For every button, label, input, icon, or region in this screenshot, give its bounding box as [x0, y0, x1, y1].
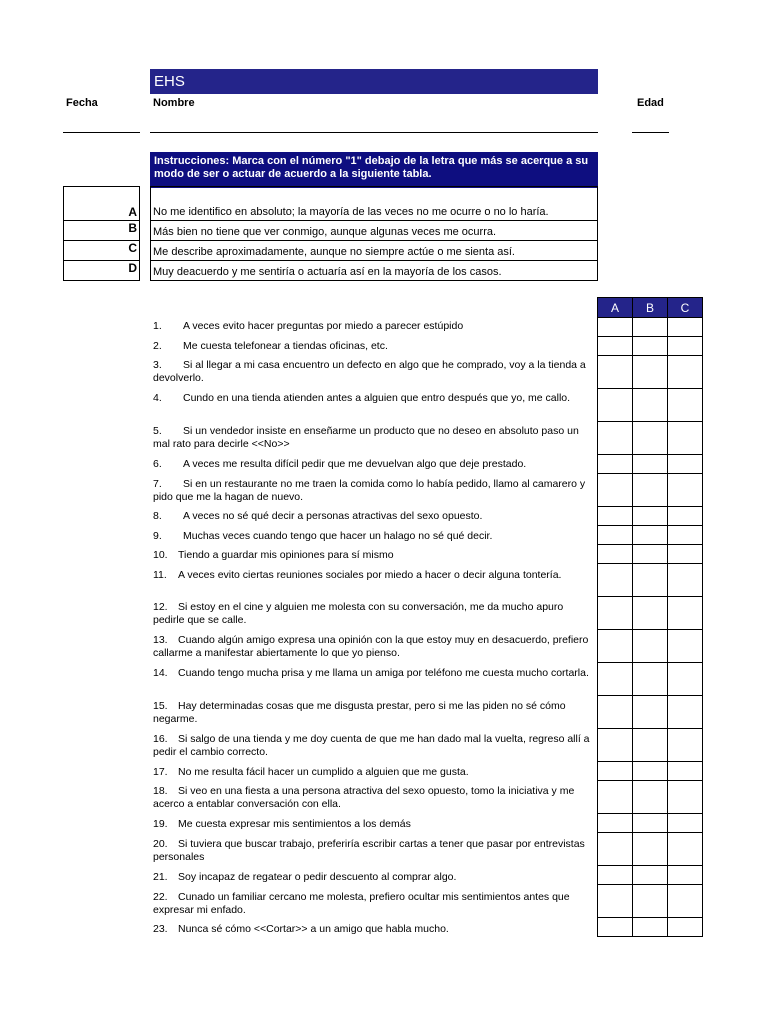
- question-text: Me cuesta expresar mis sentimientos a los demás: [178, 818, 411, 830]
- answer-cell[interactable]: [668, 356, 703, 389]
- fecha-field[interactable]: [63, 132, 140, 133]
- answer-cell[interactable]: [598, 455, 633, 474]
- answer-column-header: A: [598, 298, 633, 318]
- legend-description: Me describe aproximadamente, aunque no siempre actúe o me sienta así.: [151, 241, 597, 261]
- question-text: Si en un restaurante no me traen la comida como lo había pedido, llamo al camarero y pido que me la hagan de nuevo.: [153, 478, 586, 503]
- legend-description: No me identifico en absoluto; la mayoría de las veces no me ocurre o no lo haría.: [151, 187, 597, 221]
- answer-cell[interactable]: [598, 781, 633, 814]
- answer-cell[interactable]: [598, 833, 633, 866]
- question-text: A veces evito hacer preguntas por miedo a parecer estúpido: [183, 320, 464, 332]
- question-text: A veces evito ciertas reuniones sociales por miedo a hacer o decir alguna tontería.: [178, 569, 562, 581]
- question-text: Me cuesta telefonear a tiendas oficinas, etc.: [183, 340, 388, 352]
- question-number: 12.: [153, 601, 168, 613]
- question-item: [153, 340, 593, 353]
- answer-cell[interactable]: [668, 474, 703, 507]
- question-number: 5.: [153, 425, 162, 437]
- legend-description: Más bien no tiene que ver conmigo, aunque algunas veces me ocurra.: [151, 221, 597, 241]
- answer-row: [598, 663, 703, 696]
- answer-row: [598, 389, 703, 422]
- answer-cell[interactable]: [633, 918, 668, 937]
- answer-cell[interactable]: [633, 526, 668, 545]
- question-item: [153, 634, 593, 659]
- answer-cell[interactable]: [598, 545, 633, 564]
- question-item: [153, 510, 593, 523]
- question-text: Cuando tengo mucha prisa y me llama un amiga por teléfono me cuesta mucho cortarla.: [178, 667, 589, 679]
- answer-cell[interactable]: [633, 630, 668, 663]
- question-text: A veces me resulta difícil pedir que me devuelvan algo que deje prestado.: [183, 458, 527, 470]
- question-number: 13.: [153, 634, 168, 646]
- answer-cell[interactable]: [598, 337, 633, 356]
- question-item: [153, 569, 593, 582]
- question-number: 7.: [153, 478, 162, 490]
- answer-cell[interactable]: [633, 455, 668, 474]
- question-number: 10.: [153, 549, 168, 561]
- answer-cell[interactable]: [668, 814, 703, 833]
- answer-row: [598, 885, 703, 918]
- question-number: 16.: [153, 733, 168, 745]
- question-item: [153, 733, 593, 758]
- question-number: 8.: [153, 510, 162, 522]
- question-number: 14.: [153, 667, 168, 679]
- answer-row: [598, 356, 703, 389]
- question-text: Hay determinadas cosas que me disgusta prestar, pero si me las piden no sé cómo negarme.: [153, 700, 566, 725]
- answer-row: [598, 866, 703, 885]
- legend-letter: C: [64, 241, 139, 261]
- question-text: Cundo en una tienda atienden antes a alguien que entro después que yo, me callo.: [183, 392, 571, 404]
- answer-row: [598, 630, 703, 663]
- answer-row: [598, 474, 703, 507]
- answer-cell[interactable]: [633, 507, 668, 526]
- question-text: Tiendo a guardar mis opiniones para sí mismo: [178, 549, 394, 561]
- question-item: [153, 838, 593, 863]
- question-item: [153, 392, 593, 405]
- answer-cell[interactable]: [598, 696, 633, 729]
- answer-cell[interactable]: [633, 885, 668, 918]
- answer-cell[interactable]: [633, 814, 668, 833]
- question-item: [153, 785, 593, 810]
- question-item: [153, 667, 593, 680]
- answer-cell[interactable]: [668, 526, 703, 545]
- question-number: 6.: [153, 458, 162, 470]
- question-text: Soy incapaz de regatear o pedir descuento al comprar algo.: [178, 871, 457, 883]
- answer-grid: [597, 297, 703, 937]
- answer-row: [598, 597, 703, 630]
- answer-cell[interactable]: [668, 866, 703, 885]
- answer-row: [598, 507, 703, 526]
- legend-descriptions: [150, 186, 598, 281]
- answer-cell[interactable]: [598, 526, 633, 545]
- question-text: Si un vendedor insiste en enseñarme un producto que no deseo en absoluto paso un mal rato para decirle <<No>>: [153, 425, 579, 450]
- answer-cell[interactable]: [598, 630, 633, 663]
- fecha-label: Fecha: [66, 97, 98, 109]
- answer-cell[interactable]: [668, 833, 703, 866]
- edad-label: Edad: [637, 97, 664, 109]
- answer-cell[interactable]: [668, 545, 703, 564]
- question-text: A veces no sé qué decir a personas atractivas del sexo opuesto.: [183, 510, 483, 522]
- question-text: Si salgo de una tienda y me doy cuenta de que me han dado mal la vuelta, regreso allí a pedir el cambio correcto.: [153, 733, 590, 758]
- legend-letter: D: [64, 261, 139, 281]
- instructions-banner: Instrucciones: Marca con el número "1" debajo de la letra que más se acerque a su modo de ser o actuar de acuerdo a la siguiente tabla.: [150, 152, 598, 188]
- answer-cell[interactable]: [633, 545, 668, 564]
- answer-cell[interactable]: [633, 318, 668, 337]
- question-item: [153, 359, 593, 384]
- answer-cell[interactable]: [633, 729, 668, 762]
- question-number: 18.: [153, 785, 168, 797]
- question-item: [153, 891, 593, 916]
- question-item: [153, 530, 593, 543]
- answer-cell[interactable]: [633, 663, 668, 696]
- question-text: No me resulta fácil hacer un cumplido a alguien que me gusta.: [178, 766, 469, 778]
- answer-cell[interactable]: [668, 597, 703, 630]
- question-item: [153, 700, 593, 725]
- answer-cell[interactable]: [633, 762, 668, 781]
- answer-cell[interactable]: [668, 918, 703, 937]
- legend-letter: A: [64, 187, 139, 221]
- question-text: Cuando algún amigo expresa una opinión con la que estoy muy en desacuerdo, prefiero callarme a manifestar abiertamente lo que yo pienso.: [153, 634, 589, 659]
- answer-cell[interactable]: [668, 389, 703, 422]
- answer-row: [598, 422, 703, 455]
- answer-cell[interactable]: [633, 356, 668, 389]
- answer-cell[interactable]: [598, 663, 633, 696]
- question-number: 15.: [153, 700, 168, 712]
- answer-cell[interactable]: [633, 833, 668, 866]
- question-number: 17.: [153, 766, 168, 778]
- question-item: [153, 425, 593, 450]
- answer-cell[interactable]: [668, 729, 703, 762]
- edad-field[interactable]: [632, 132, 669, 133]
- question-text: Muchas veces cuando tengo que hacer un halago no sé qué decir.: [183, 530, 493, 542]
- answer-row: [598, 337, 703, 356]
- answer-row: [598, 526, 703, 545]
- answer-cell[interactable]: [598, 422, 633, 455]
- nombre-field[interactable]: [150, 132, 598, 133]
- answer-cell[interactable]: [633, 866, 668, 885]
- answer-cell[interactable]: [668, 337, 703, 356]
- question-text: Cunado un familiar cercano me molesta, prefiero ocultar mis sentimientos antes que expresar mi enfado.: [153, 891, 570, 916]
- answer-cell[interactable]: [633, 696, 668, 729]
- answer-cell[interactable]: [598, 389, 633, 422]
- question-item: [153, 549, 593, 562]
- answer-cell[interactable]: [598, 474, 633, 507]
- answer-cell[interactable]: [598, 866, 633, 885]
- question-item: [153, 871, 593, 884]
- answer-cell[interactable]: [598, 597, 633, 630]
- answer-cell[interactable]: [633, 422, 668, 455]
- answer-cell[interactable]: [668, 630, 703, 663]
- answer-cell[interactable]: [633, 597, 668, 630]
- answer-cell[interactable]: [598, 762, 633, 781]
- legend-letter: B: [64, 221, 139, 241]
- answer-row: [598, 545, 703, 564]
- answer-cell[interactable]: [598, 564, 633, 597]
- question-number: 23.: [153, 923, 168, 935]
- answer-cell[interactable]: [633, 564, 668, 597]
- legend-description: Muy deacuerdo y me sentiría o actuaría así en la mayoría de los casos.: [151, 261, 597, 281]
- answer-cell[interactable]: [668, 781, 703, 814]
- answer-cell[interactable]: [598, 918, 633, 937]
- answer-cell[interactable]: [598, 507, 633, 526]
- answer-cell[interactable]: [598, 885, 633, 918]
- answer-row: [598, 318, 703, 337]
- answer-cell[interactable]: [668, 564, 703, 597]
- answer-cell[interactable]: [668, 885, 703, 918]
- question-number: 1.: [153, 320, 162, 332]
- question-number: 4.: [153, 392, 162, 404]
- form-title: EHS: [150, 69, 598, 94]
- question-item: [153, 478, 593, 503]
- answer-row: [598, 762, 703, 781]
- answer-column-header: C: [668, 298, 703, 318]
- question-number: 22.: [153, 891, 168, 903]
- answer-cell[interactable]: [668, 422, 703, 455]
- question-number: 9.: [153, 530, 162, 542]
- answer-row: [598, 781, 703, 814]
- question-text: Nunca sé cómo <<Cortar>> a un amigo que habla mucho.: [178, 923, 449, 935]
- nombre-label: Nombre: [153, 97, 195, 109]
- question-text: Si tuviera que buscar trabajo, preferiría escribir cartas a tener que pasar por entrevistas personales: [153, 838, 585, 863]
- answer-row: [598, 455, 703, 474]
- question-number: 19.: [153, 818, 168, 830]
- answer-cell[interactable]: [598, 356, 633, 389]
- answer-row: [598, 729, 703, 762]
- answer-cell[interactable]: [668, 696, 703, 729]
- question-item: [153, 601, 593, 626]
- answer-cell[interactable]: [633, 781, 668, 814]
- question-number: 20.: [153, 838, 168, 850]
- answer-cell[interactable]: [668, 507, 703, 526]
- question-item: [153, 320, 593, 333]
- answer-cell[interactable]: [668, 455, 703, 474]
- answer-cell[interactable]: [633, 474, 668, 507]
- question-item: [153, 766, 593, 779]
- question-text: Si estoy en el cine y alguien me molesta con su conversación, me da mucho apuro pedirle que se calle.: [153, 601, 564, 626]
- answer-cell[interactable]: [598, 318, 633, 337]
- answer-cell[interactable]: [598, 814, 633, 833]
- question-text: Si al llegar a mi casa encuentro un defecto en algo que he comprado, voy a la tienda a devolverlo.: [153, 359, 586, 384]
- answer-column-header: B: [633, 298, 668, 318]
- answer-cell[interactable]: [598, 729, 633, 762]
- answer-row: [598, 833, 703, 866]
- answer-cell[interactable]: [633, 337, 668, 356]
- answer-row: [598, 814, 703, 833]
- question-item: [153, 923, 593, 936]
- answer-row: [598, 918, 703, 937]
- question-number: 11.: [153, 569, 167, 581]
- answer-row: [598, 696, 703, 729]
- answer-cell[interactable]: [668, 762, 703, 781]
- question-number: 2.: [153, 340, 162, 352]
- question-number: 3.: [153, 359, 162, 371]
- legend-letters: [63, 186, 140, 281]
- answer-cell[interactable]: [633, 389, 668, 422]
- answer-cell[interactable]: [668, 663, 703, 696]
- question-number: 21.: [153, 871, 168, 883]
- question-item: [153, 818, 593, 831]
- question-text: Si veo en una fiesta a una persona atractiva del sexo opuesto, tomo la iniciativa y me acerco a entablar conversación con ella.: [153, 785, 575, 810]
- question-item: [153, 458, 593, 471]
- answer-row: [598, 564, 703, 597]
- answer-cell[interactable]: [668, 318, 703, 337]
